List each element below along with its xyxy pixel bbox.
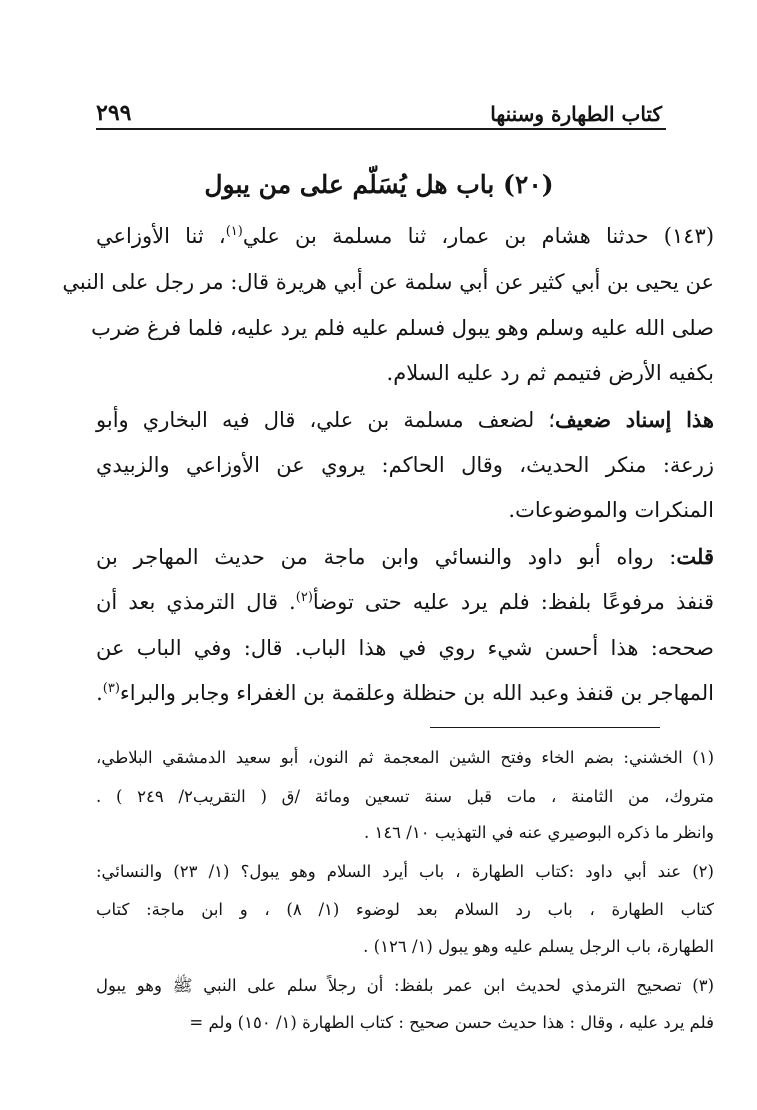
comment-line <box>96 407 714 432</box>
page-header <box>96 96 662 126</box>
grading-lead: هذا إسناد ضعيف <box>555 407 714 432</box>
footnote-ref-1: (١) <box>225 224 243 239</box>
qult-line <box>96 681 714 705</box>
qult-text: : رواه أبو داود والنسائي وابن ماجة من حديث المهاجر بن <box>96 545 677 569</box>
qult-line <box>96 544 714 569</box>
hadith-line <box>96 224 714 248</box>
footnote-3-line: فلم يرد عليه ، وقال : هذا حديث حسن صحيح : كتاب الطهارة (١/ ١٥٠) ولم = <box>189 1013 714 1032</box>
page-number: ٢٩٩ <box>96 100 132 126</box>
footnote-2-line: كتاب الطهارة ، باب رد السلام بعد لوضوء (١/ ٨) ، و ابن ماجة: كتاب <box>96 900 714 919</box>
qult-line <box>96 590 714 614</box>
hadith-line: بكفيه الأرض فتيمم ثم رد عليه السلام. <box>386 361 714 385</box>
footnote-2-line: (٢) عند أبي داود :كتاب الطهارة ، باب أيرد السلام وهو يبول؟ (١/ ٢٣) والنسائي: <box>96 862 714 881</box>
hadith-isnad: (١٤٣) حدثنا هشام بن عمار، ثنا مسلمة بن علي <box>242 224 715 248</box>
footnote-1-line: متروك، من الثامنة ، مات قبل سنة تسعين ومائة /ق ( التقريب٢/ ٢٤٩ ) . <box>96 787 714 806</box>
hadith-line: صلى الله عليه وسلم وهو يبول فسلم عليه فلم يرد عليه، فلما فرغ ضرب <box>91 316 714 340</box>
footnote-2-line: الطهارة، باب الرجل يسلم عليه وهو يبول (١/ ١٢٦) . <box>363 937 714 956</box>
chapter-title: (٢٠) باب هل يُسَلّم على من يبول <box>204 170 554 199</box>
hadith-line: عن يحيى بن أبي كثير عن أبي سلمة عن أبي هريرة قال: مر رجل على النبي <box>62 270 714 294</box>
footnote-3-line: (٣) تصحيح الترمذي لحديث ابن عمر بلفظ: أن رجلاً سلم على النبي ﷺ وهو يبول <box>96 976 714 995</box>
footnote-1-line: (١) الخشني: بضم الخاء وفتح الشين المعجمة ثم النون، أبو سعيد الدمشقي البلاطي، <box>96 748 714 767</box>
comment-line: زرعة: منكر الحديث، وقال الحاكم: يروي عن الأوزاعي والزبيدي <box>96 453 714 477</box>
qult-text: . <box>96 681 103 705</box>
running-title: كتاب الطهارة وسننها <box>490 102 662 126</box>
footnote-ref-3: (٣) <box>102 681 120 696</box>
hadith-isnad-tail: ، ثنا الأوزاعي <box>96 224 226 248</box>
header-rule <box>96 128 666 130</box>
qult-text: . قال الترمذي بعد أن <box>96 590 296 614</box>
qult-text: المهاجر بن قنفذ وعبد الله بن حنظلة وعلقمة بن الغفراء وجابر والبراء <box>119 681 714 705</box>
footnote-ref-2: (٢) <box>295 590 313 605</box>
qult-text: قنفذ مرفوعًا بلفظ: فلم يرد عليه حتى توضأ <box>312 590 714 614</box>
qult-lead: قلت <box>676 544 714 569</box>
qult-line: صححه: هذا أحسن شيء روي في هذا الباب. قال: وفي الباب عن <box>96 636 714 660</box>
footnote-separator <box>430 727 660 728</box>
comment-text: ؛ لضعف مسلمة بن علي، قال فيه البخاري وأبو <box>96 408 556 432</box>
footnote-1-line: وانظر ما ذكره البوصيري عنه في التهذيب ١٠/ ١٤٦ . <box>363 823 714 842</box>
comment-line: المنكرات والموضوعات. <box>508 498 714 522</box>
